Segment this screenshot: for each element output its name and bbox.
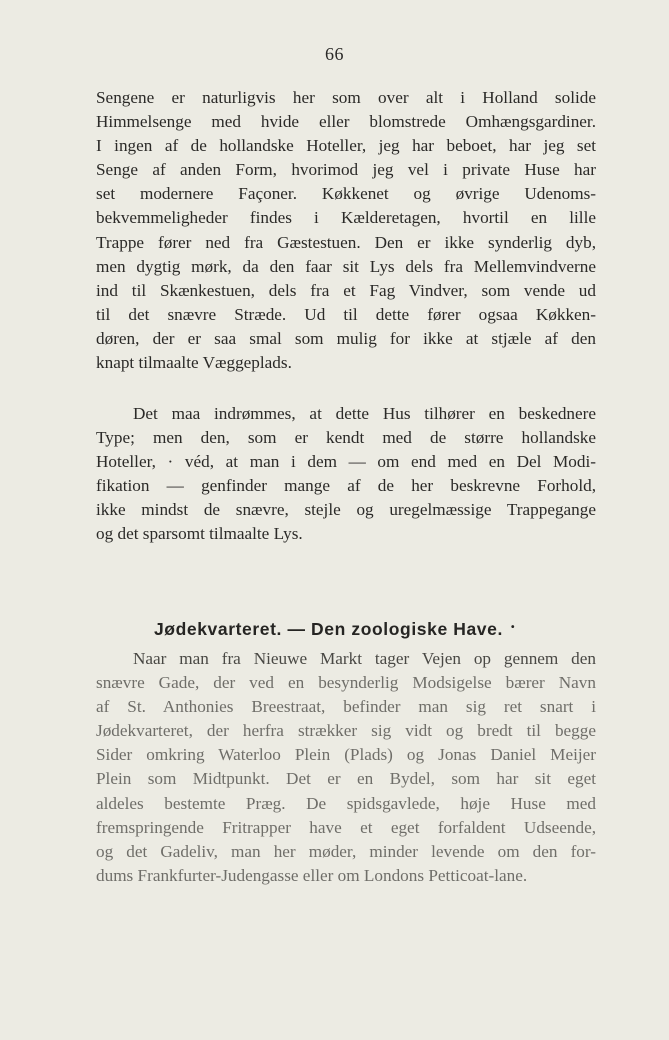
text-line: men dygtig mørk, da den faar sit Lys dels fra Mellemvindverne — [96, 256, 596, 276]
text-line: Type; men den, som er kendt med de større hollandske — [96, 428, 596, 448]
text-line: fremspringende Fritrapper have et eget forfaldent Udseende, — [96, 817, 596, 837]
text-line: set modernere Façoner. Køkkenet og øvrige Udenoms- — [96, 184, 596, 204]
text-line: Det maa indrømmes, at dette Hus tilhører en beskednere — [133, 404, 596, 423]
paragraph-hotel-type — [96, 402, 596, 547]
text-line: og det sparsomt tilmaalte Lys. — [96, 524, 303, 544]
text-line: Senge af anden Form, hvorimod jeg vel i private Huse har — [96, 160, 596, 180]
text-line: dums Frankfurter-Judengasse eller om Londons Petticoat-lane. — [96, 865, 528, 885]
text-line: Sider omkring Waterloo Plein (Plads) og Jonas Daniel Meijer — [96, 745, 596, 765]
section-heading-text: Jødekvarteret. — Den zoologiske Have. — [153, 619, 503, 639]
text-line: fikation — genfinder mange af de her beskrevne Forhold, — [96, 476, 596, 496]
text-line: Hoteller, · véd, at man i dem — om end med en Del Modi- — [96, 452, 596, 472]
text-line: døren, der er saa smal som mulig for ikke at stjæle af den — [96, 328, 596, 348]
paragraph-hotel-beds — [96, 86, 596, 375]
text-line: snævre Gade, der ved en besynderlig Modsigelse bærer Navn — [96, 673, 596, 693]
text-line: Naar man fra Nieuwe Markt tager Vejen op gennem den — [133, 649, 596, 668]
text-line: bekvemmeligheder findes i Kælderetagen, hvortil en lille — [96, 208, 596, 228]
text-line: af St. Anthonies Breestraat, befinder man sig ret snart i — [96, 697, 596, 717]
text-line: Jødekvarteret, der herfra strækker sig vidt og bredt til begge — [96, 721, 596, 741]
text-line: Plein som Midtpunkt. Det er en Bydel, som har sit eget — [96, 769, 596, 789]
text-line: Himmelsenge med hvide eller blomstrede Omhængsgardiner. — [96, 112, 596, 132]
text-line: aldeles bestemte Præg. De spidsgavlede, høje Huse med — [96, 793, 596, 813]
heading-mark: • — [510, 622, 516, 633]
section-heading — [0, 619, 669, 640]
text-line: knapt tilmaalte Væggeplads. — [96, 353, 292, 373]
text-line: I ingen af de hollandske Hoteller, jeg har beboet, har jeg set — [96, 136, 596, 156]
text-line: ind til Skænkestuen, dels fra et Fag Vindver, som vende ud — [96, 280, 596, 300]
text-line: og det Gadeliv, man her møder, minder levende om den for- — [96, 841, 596, 861]
paragraph-jewish-quarter — [96, 647, 596, 888]
text-line: ikke mindst de snævre, stejle og uregelmæssige Trappegange — [96, 500, 596, 520]
text-line: Trappe fører ned fra Gæstestuen. Den er ikke synderlig dyb, — [96, 232, 596, 252]
text-line: Sengene er naturligvis her som over alt i Holland solide — [96, 88, 596, 107]
page-number: 66 — [325, 44, 344, 64]
text-line: til det snævre Stræde. Ud til dette fører ogsaa Køkken- — [96, 304, 596, 324]
